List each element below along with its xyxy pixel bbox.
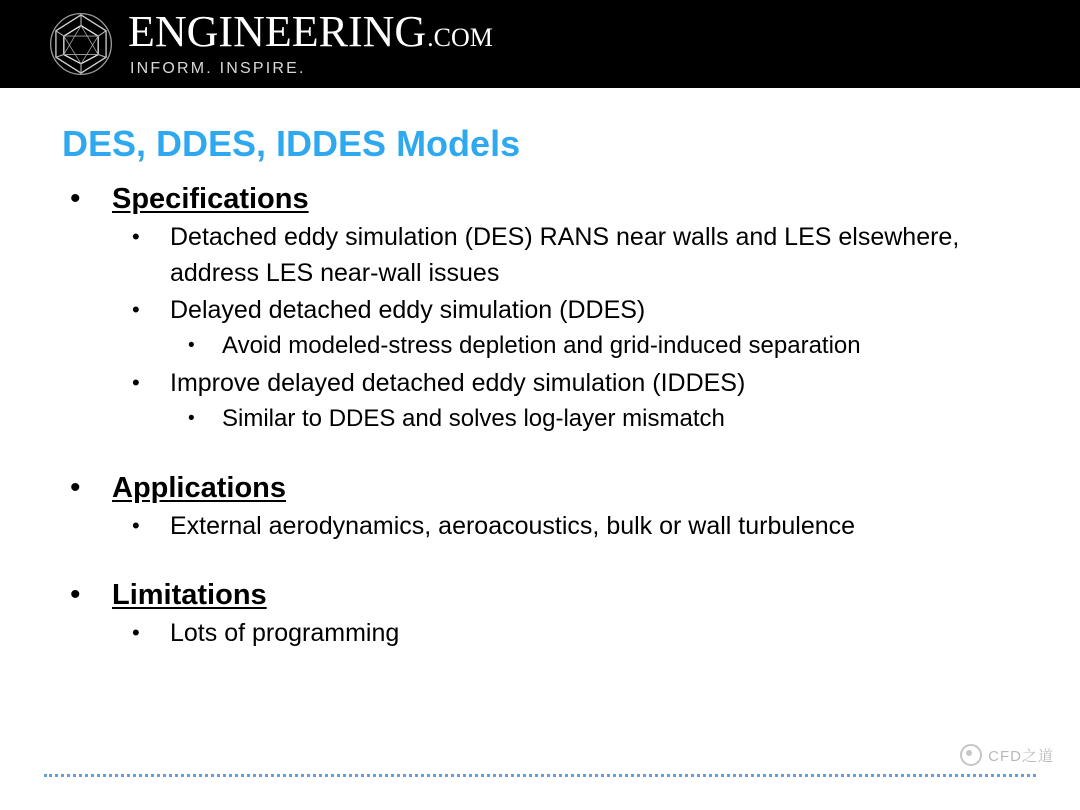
bullet-glyph-icon: • bbox=[132, 620, 140, 645]
bullet-glyph-icon: • bbox=[188, 335, 195, 356]
slide-content bbox=[0, 88, 1080, 768]
section-heading-specifications bbox=[70, 180, 1010, 218]
list-item bbox=[70, 328, 1010, 364]
list-item-label: Lots of programming bbox=[170, 619, 400, 647]
list-item-label: External aerodynamics, aeroacoustics, bulk or wall turbulence bbox=[170, 512, 856, 540]
bullet-glyph-icon: • bbox=[132, 297, 140, 322]
list-item-label: Similar to DDES and solves log-layer mismatch bbox=[222, 405, 725, 432]
brand-wordmark bbox=[128, 7, 493, 78]
list-item bbox=[70, 615, 1010, 651]
list-item bbox=[70, 365, 1010, 401]
page-title: DES, DDES, IDDES Models bbox=[62, 123, 521, 164]
bullet-list bbox=[70, 178, 1010, 651]
spacer bbox=[70, 437, 1010, 467]
polyhedron-logo-icon bbox=[48, 11, 114, 77]
circle-dot-icon bbox=[960, 744, 982, 766]
list-item bbox=[70, 508, 1010, 544]
section-heading-label: Specifications bbox=[112, 183, 309, 215]
brand-tagline: INFORM. INSPIRE. bbox=[130, 60, 306, 77]
bullet-glyph-icon: • bbox=[70, 182, 81, 215]
list-item-label: Detached eddy simulation (DES) RANS near walls and LES elsewhere, address LES near-wall issues bbox=[170, 223, 960, 287]
list-item bbox=[70, 219, 1010, 291]
list-item-label: Avoid modeled-stress depletion and grid-induced separation bbox=[222, 332, 861, 359]
brand-name: ENGINEERING bbox=[128, 7, 427, 56]
watermark-label: CFD之道 bbox=[988, 747, 1054, 765]
list-item-label: Improve delayed detached eddy simulation (IDDES) bbox=[170, 369, 746, 397]
list-item bbox=[70, 401, 1010, 437]
bullet-glyph-icon: • bbox=[70, 578, 81, 611]
list-item bbox=[70, 292, 1010, 328]
header-banner bbox=[0, 0, 1080, 88]
bullet-glyph-icon: • bbox=[132, 513, 140, 538]
brand-suffix: .COM bbox=[427, 23, 493, 52]
watermark bbox=[960, 744, 1054, 766]
section-heading-applications bbox=[70, 469, 1010, 507]
bullet-glyph-icon: • bbox=[70, 471, 81, 504]
bullet-glyph-icon: • bbox=[132, 224, 140, 249]
footer-divider bbox=[44, 774, 1036, 777]
list-item-label: Delayed detached eddy simulation (DDES) bbox=[170, 296, 646, 324]
section-heading-limitations bbox=[70, 576, 1010, 614]
section-heading-label: Limitations bbox=[112, 579, 267, 611]
section-heading-label: Applications bbox=[112, 472, 287, 504]
bullet-glyph-icon: • bbox=[188, 408, 195, 429]
spacer bbox=[70, 544, 1010, 574]
bullet-glyph-icon: • bbox=[132, 370, 140, 395]
